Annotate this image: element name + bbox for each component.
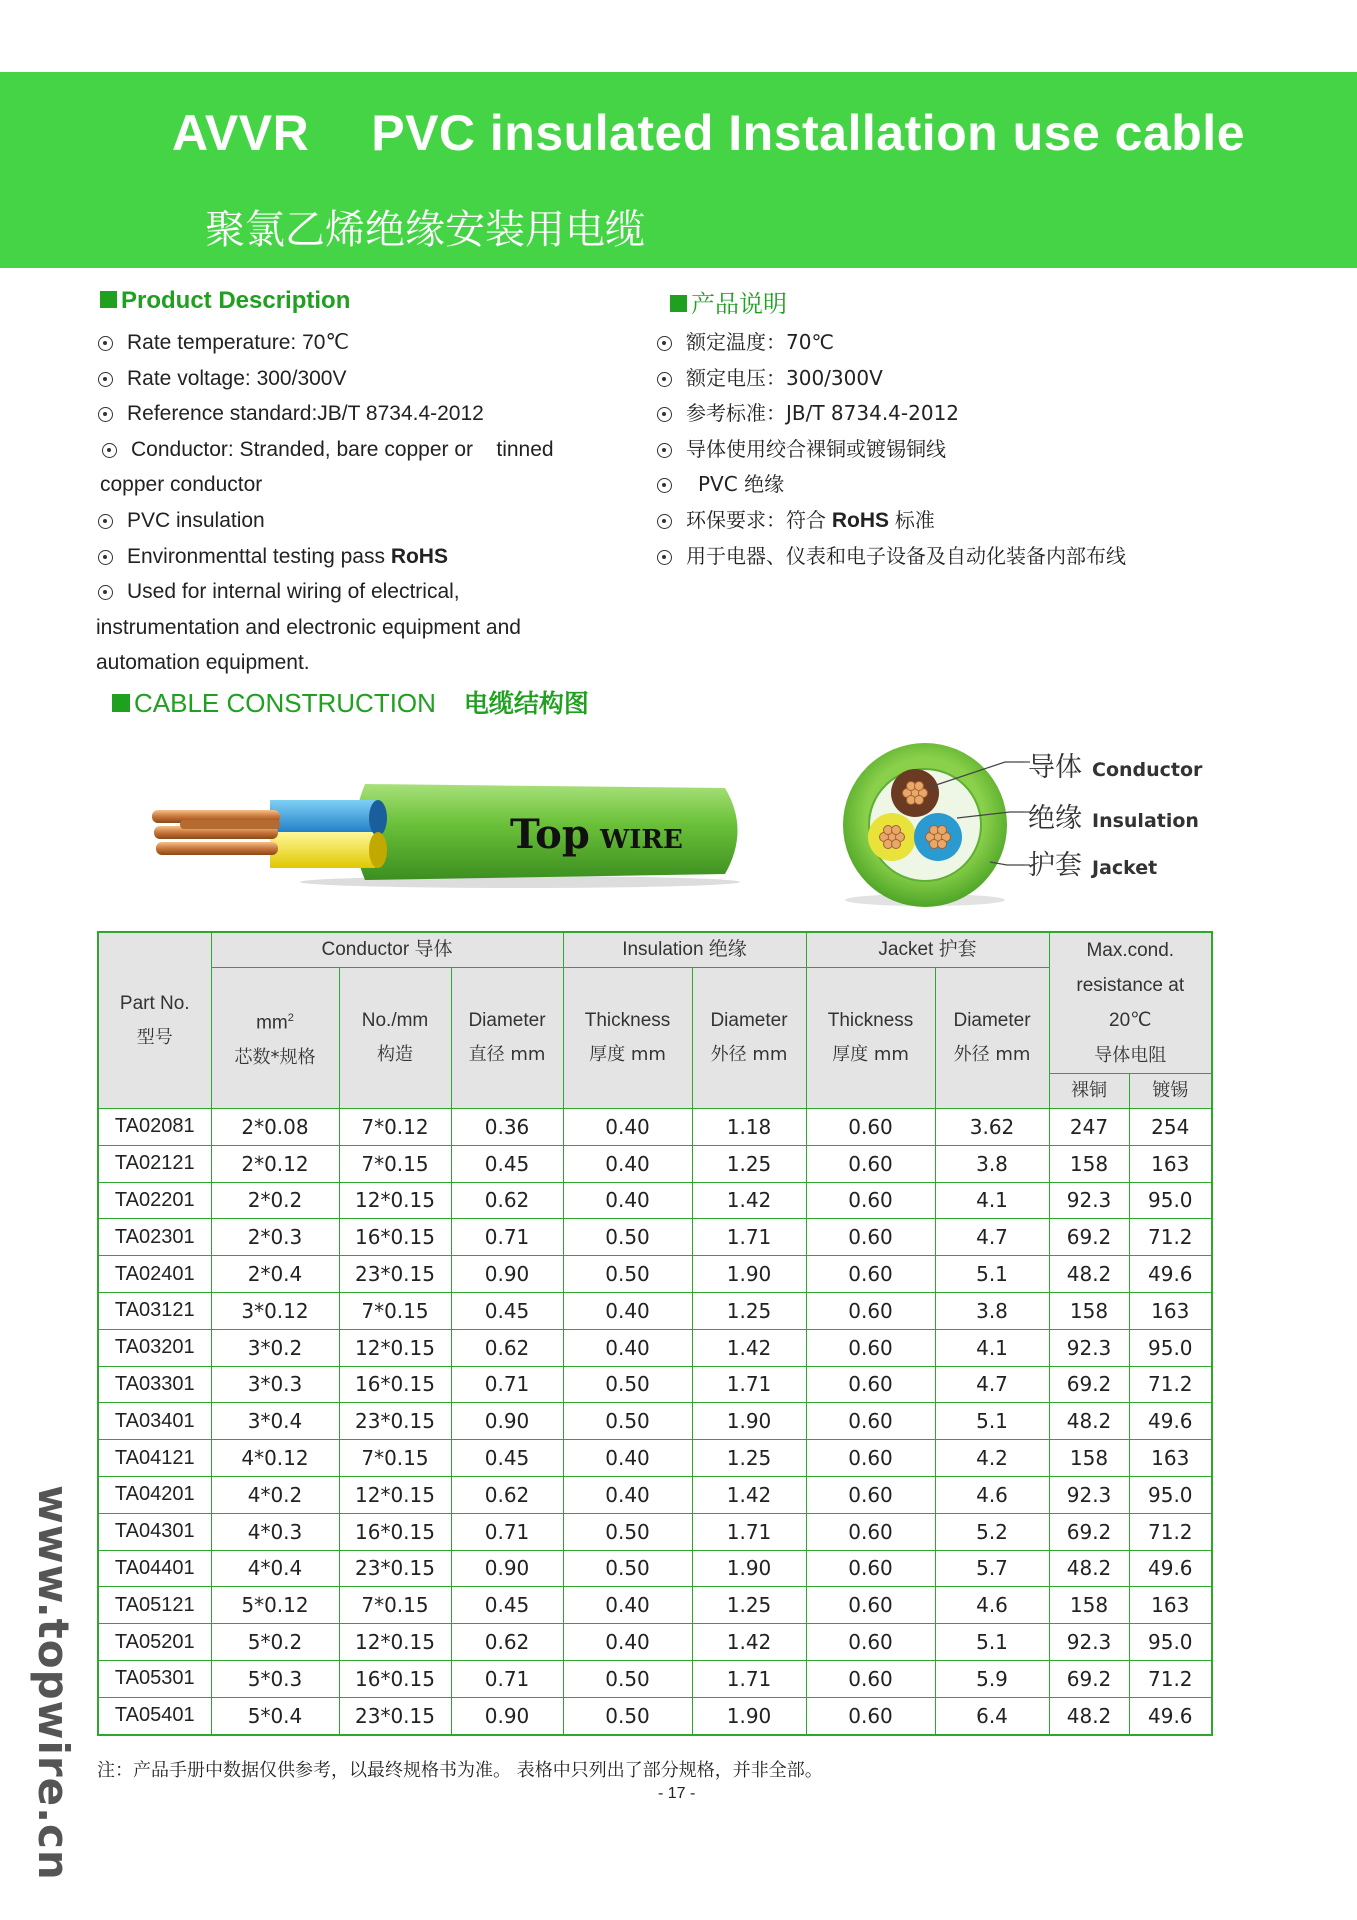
part-number-cell: TA02401 bbox=[98, 1256, 211, 1293]
table-cell: 0.40 bbox=[563, 1624, 692, 1661]
table-cell: 3.62 bbox=[935, 1109, 1049, 1146]
part-number-cell: TA04121 bbox=[98, 1440, 211, 1477]
table-cell: 5*0.4 bbox=[211, 1697, 339, 1734]
table-cell: 2*0.4 bbox=[211, 1256, 339, 1293]
table-cell: 4*0.3 bbox=[211, 1513, 339, 1550]
desc-item: Used for internal wiring of electrical, bbox=[98, 574, 554, 610]
table-row bbox=[98, 1109, 1212, 1146]
desc-item: 导体使用绞合裸铜或镀锡铜线 bbox=[657, 432, 1126, 468]
table-row bbox=[98, 1145, 1212, 1182]
table-cell: 1.71 bbox=[692, 1219, 806, 1256]
square-bullet-icon bbox=[670, 295, 687, 312]
table-cell: 48.2 bbox=[1049, 1550, 1129, 1587]
table-cell: 95.0 bbox=[1129, 1624, 1212, 1661]
table-cell: 0.50 bbox=[563, 1366, 692, 1403]
product-code: AVVR bbox=[172, 105, 310, 161]
square-bullet-icon bbox=[112, 694, 130, 712]
circle-bullet-icon bbox=[657, 514, 672, 529]
table-cell: 247 bbox=[1049, 1109, 1129, 1146]
circle-bullet-icon bbox=[98, 514, 113, 529]
table-cell: 5.2 bbox=[935, 1513, 1049, 1550]
table-row bbox=[98, 1587, 1212, 1624]
table-cell: 0.60 bbox=[806, 1624, 935, 1661]
col-conductor-diameter: Diameter 直径 mm bbox=[451, 968, 563, 1109]
table-cell: 71.2 bbox=[1129, 1660, 1212, 1697]
table-cell: 0.45 bbox=[451, 1587, 563, 1624]
table-cell: 0.71 bbox=[451, 1513, 563, 1550]
table-cell: 163 bbox=[1129, 1145, 1212, 1182]
table-cell: 12*0.15 bbox=[339, 1476, 451, 1513]
part-number-cell: TA04401 bbox=[98, 1550, 211, 1587]
part-number-cell: TA04301 bbox=[98, 1513, 211, 1550]
table-cell: 1.90 bbox=[692, 1403, 806, 1440]
circle-bullet-icon bbox=[657, 443, 672, 458]
col-group-max-resistance: Max.cond. resistance at 20℃ 导体电阻 bbox=[1049, 932, 1212, 1074]
table-row bbox=[98, 1182, 1212, 1219]
table-cell: 163 bbox=[1129, 1292, 1212, 1329]
product-description-cn-heading: 产品说明 bbox=[670, 284, 787, 319]
table-cell: 16*0.15 bbox=[339, 1366, 451, 1403]
product-description-en bbox=[98, 325, 554, 681]
table-cell: 6.4 bbox=[935, 1697, 1049, 1734]
desc-item: 用于电器、仪表和电子设备及自动化装备内部布线 bbox=[657, 539, 1126, 575]
table-cell: 4.7 bbox=[935, 1366, 1049, 1403]
spec-table-body bbox=[98, 1109, 1212, 1735]
table-cell: 0.50 bbox=[563, 1219, 692, 1256]
table-row bbox=[98, 1256, 1212, 1293]
rohs-label: RoHS bbox=[390, 544, 448, 568]
table-cell: 1.90 bbox=[692, 1697, 806, 1734]
table-cell: 16*0.15 bbox=[339, 1219, 451, 1256]
table-cell: 2*0.12 bbox=[211, 1145, 339, 1182]
table-cell: 163 bbox=[1129, 1440, 1212, 1477]
table-cell: 163 bbox=[1129, 1587, 1212, 1624]
table-cell: 5.1 bbox=[935, 1624, 1049, 1661]
part-number-cell: TA02301 bbox=[98, 1219, 211, 1256]
table-cell: 2*0.08 bbox=[211, 1109, 339, 1146]
col-group-conductor: Conductor 导体 bbox=[211, 932, 563, 968]
table-cell: 0.60 bbox=[806, 1219, 935, 1256]
desc-item: Rate voltage: 300/300V bbox=[98, 361, 554, 397]
table-cell: 0.45 bbox=[451, 1145, 563, 1182]
table-row bbox=[98, 1697, 1212, 1734]
circle-bullet-icon bbox=[98, 585, 113, 600]
table-cell: 0.60 bbox=[806, 1660, 935, 1697]
table-cell: 7*0.15 bbox=[339, 1145, 451, 1182]
part-number-cell: TA04201 bbox=[98, 1476, 211, 1513]
table-cell: 0.90 bbox=[451, 1550, 563, 1587]
desc-item: Reference standard:JB/T 8734.4-2012 bbox=[98, 396, 554, 432]
table-row bbox=[98, 1292, 1212, 1329]
table-cell: 0.60 bbox=[806, 1440, 935, 1477]
table-cell: 4*0.2 bbox=[211, 1476, 339, 1513]
table-cell: 0.90 bbox=[451, 1697, 563, 1734]
table-cell: 69.2 bbox=[1049, 1366, 1129, 1403]
table-cell: 95.0 bbox=[1129, 1476, 1212, 1513]
desc-item: Conductor: Stranded, bare copper or tinned bbox=[98, 432, 554, 468]
table-cell: 49.6 bbox=[1129, 1550, 1212, 1587]
desc-item: 参考标准：JB/T 8734.4-2012 bbox=[657, 396, 1126, 432]
table-cell: 69.2 bbox=[1049, 1219, 1129, 1256]
table-cell: 1.42 bbox=[692, 1329, 806, 1366]
table-cell: 69.2 bbox=[1049, 1660, 1129, 1697]
desc-item: Rate temperature: 70℃ bbox=[98, 325, 554, 361]
table-cell: 49.6 bbox=[1129, 1697, 1212, 1734]
table-cell: 0.62 bbox=[451, 1329, 563, 1366]
table-row bbox=[98, 1440, 1212, 1477]
col-bare-copper: 裸铜 bbox=[1049, 1074, 1129, 1109]
table-cell: 0.40 bbox=[563, 1587, 692, 1624]
table-cell: 49.6 bbox=[1129, 1403, 1212, 1440]
table-cell: 3*0.4 bbox=[211, 1403, 339, 1440]
table-cell: 0.60 bbox=[806, 1256, 935, 1293]
table-cell: 0.90 bbox=[451, 1403, 563, 1440]
col-jacket-diameter: Diameter 外径 mm bbox=[935, 968, 1049, 1109]
table-cell: 0.60 bbox=[806, 1550, 935, 1587]
cable-cross-section bbox=[825, 740, 1025, 910]
desc-item: 环保要求：符合 RoHS 标准 bbox=[657, 503, 1126, 539]
table-cell: 7*0.15 bbox=[339, 1587, 451, 1624]
table-cell: 69.2 bbox=[1049, 1513, 1129, 1550]
table-row bbox=[98, 1403, 1212, 1440]
table-cell: 0.40 bbox=[563, 1440, 692, 1477]
table-cell: 0.60 bbox=[806, 1403, 935, 1440]
table-cell: 0.60 bbox=[806, 1182, 935, 1219]
col-mm2: $mm^2$ 芯数*规格 bbox=[211, 968, 339, 1109]
table-cell: 5.9 bbox=[935, 1660, 1049, 1697]
desc-item-cont: automation equipment. bbox=[96, 651, 310, 675]
table-cell: 254 bbox=[1129, 1109, 1212, 1146]
table-cell: 0.90 bbox=[451, 1256, 563, 1293]
col-group-jacket: Jacket 护套 bbox=[806, 932, 1049, 968]
part-number-cell: TA05201 bbox=[98, 1624, 211, 1661]
square-bullet-icon bbox=[100, 291, 117, 308]
table-row bbox=[98, 1476, 1212, 1513]
page-subtitle-cn: 聚氯乙烯绝缘安装用电缆 bbox=[205, 207, 645, 253]
col-insulation-diameter: Diameter 外径 mm bbox=[692, 968, 806, 1109]
table-cell: 0.60 bbox=[806, 1513, 935, 1550]
part-number-cell: TA03201 bbox=[98, 1329, 211, 1366]
cable-construction-heading: CABLE CONSTRUCTION 电缆结构图 bbox=[112, 684, 589, 720]
circle-bullet-icon bbox=[657, 407, 672, 422]
table-cell: 2*0.2 bbox=[211, 1182, 339, 1219]
table-cell: 1.42 bbox=[692, 1624, 806, 1661]
desc-item: 额定温度：70℃ bbox=[657, 325, 1126, 361]
table-cell: 92.3 bbox=[1049, 1476, 1129, 1513]
table-cell: 4*0.4 bbox=[211, 1550, 339, 1587]
table-cell: 1.90 bbox=[692, 1550, 806, 1587]
table-cell: 0.60 bbox=[806, 1587, 935, 1624]
table-cell: 0.62 bbox=[451, 1624, 563, 1661]
table-cell: 0.45 bbox=[451, 1440, 563, 1477]
table-cell: 5*0.12 bbox=[211, 1587, 339, 1624]
table-cell: 16*0.15 bbox=[339, 1513, 451, 1550]
table-row bbox=[98, 1513, 1212, 1550]
table-cell: 1.25 bbox=[692, 1145, 806, 1182]
part-number-cell: TA02081 bbox=[98, 1109, 211, 1146]
table-cell: 4.1 bbox=[935, 1329, 1049, 1366]
table-cell: 0.60 bbox=[806, 1292, 935, 1329]
table-cell: 0.71 bbox=[451, 1366, 563, 1403]
part-number-cell: TA02201 bbox=[98, 1182, 211, 1219]
title-banner bbox=[0, 72, 1357, 268]
table-cell: 5.1 bbox=[935, 1256, 1049, 1293]
circle-bullet-icon bbox=[657, 336, 672, 351]
table-cell: 158 bbox=[1049, 1145, 1129, 1182]
table-cell: 7*0.12 bbox=[339, 1109, 451, 1146]
table-cell: 0.40 bbox=[563, 1145, 692, 1182]
table-cell: 1.18 bbox=[692, 1109, 806, 1146]
circle-bullet-icon bbox=[98, 372, 113, 387]
table-cell: 4.7 bbox=[935, 1219, 1049, 1256]
table-cell: 0.40 bbox=[563, 1292, 692, 1329]
table-cell: 0.60 bbox=[806, 1145, 935, 1182]
table-cell: 92.3 bbox=[1049, 1624, 1129, 1661]
table-cell: 95.0 bbox=[1129, 1329, 1212, 1366]
table-cell: 1.25 bbox=[692, 1440, 806, 1477]
table-cell: 0.40 bbox=[563, 1329, 692, 1366]
table-cell: 0.60 bbox=[806, 1109, 935, 1146]
table-cell: 0.60 bbox=[806, 1697, 935, 1734]
circle-bullet-icon bbox=[98, 336, 113, 351]
desc-item-cont: copper conductor bbox=[100, 473, 263, 497]
part-number-cell: TA03401 bbox=[98, 1403, 211, 1440]
table-cell: 4*0.12 bbox=[211, 1440, 339, 1477]
table-cell: 48.2 bbox=[1049, 1403, 1129, 1440]
col-group-insulation: Insulation 绝缘 bbox=[563, 932, 806, 968]
cable-blue-core bbox=[270, 800, 383, 836]
table-cell: 1.71 bbox=[692, 1366, 806, 1403]
table-cell: 1.25 bbox=[692, 1292, 806, 1329]
col-insulation-thickness: Thickness 厚度 mm bbox=[563, 968, 692, 1109]
circle-bullet-icon bbox=[657, 478, 672, 493]
cable-yellow-core bbox=[270, 832, 383, 868]
table-cell: 158 bbox=[1049, 1587, 1129, 1624]
table-cell: 5*0.3 bbox=[211, 1660, 339, 1697]
table-cell: 1.90 bbox=[692, 1256, 806, 1293]
table-cell: 71.2 bbox=[1129, 1513, 1212, 1550]
table-cell: 23*0.15 bbox=[339, 1403, 451, 1440]
table-row bbox=[98, 1366, 1212, 1403]
table-cell: 49.6 bbox=[1129, 1256, 1212, 1293]
col-no-mm: No./mm 构造 bbox=[339, 968, 451, 1109]
part-number-cell: TA03301 bbox=[98, 1366, 211, 1403]
table-cell: 0.50 bbox=[563, 1403, 692, 1440]
table-cell: 92.3 bbox=[1049, 1329, 1129, 1366]
table-cell: 48.2 bbox=[1049, 1697, 1129, 1734]
part-number-cell: TA05121 bbox=[98, 1587, 211, 1624]
table-cell: 5*0.2 bbox=[211, 1624, 339, 1661]
circle-bullet-icon bbox=[98, 407, 113, 422]
table-cell: 1.71 bbox=[692, 1660, 806, 1697]
table-cell: 1.42 bbox=[692, 1182, 806, 1219]
label-conductor: 导体 Conductor bbox=[1028, 752, 1203, 783]
cable-side-illustration bbox=[150, 770, 750, 890]
table-cell: 0.40 bbox=[563, 1109, 692, 1146]
website-watermark: www.topwire.cn bbox=[29, 1485, 78, 1881]
table-cell: 0.40 bbox=[563, 1182, 692, 1219]
table-cell: 158 bbox=[1049, 1440, 1129, 1477]
desc-item: Environmenttal testing pass RoHS bbox=[98, 539, 554, 575]
table-cell: 0.71 bbox=[451, 1660, 563, 1697]
table-row bbox=[98, 1660, 1212, 1697]
table-cell: 0.60 bbox=[806, 1476, 935, 1513]
table-cell: 16*0.15 bbox=[339, 1660, 451, 1697]
table-row bbox=[98, 1219, 1212, 1256]
brand-logo: Top bbox=[510, 811, 590, 858]
table-cell: 71.2 bbox=[1129, 1366, 1212, 1403]
svg-text:WIRE: WIRE bbox=[600, 825, 683, 855]
table-cell: 0.50 bbox=[563, 1256, 692, 1293]
part-number-cell: TA05301 bbox=[98, 1660, 211, 1697]
part-number-cell: TA05401 bbox=[98, 1697, 211, 1734]
table-cell: 12*0.15 bbox=[339, 1624, 451, 1661]
table-cell: 1.25 bbox=[692, 1587, 806, 1624]
desc-item-cont: instrumentation and electronic equipment and bbox=[96, 615, 521, 639]
table-cell: 95.0 bbox=[1129, 1182, 1212, 1219]
desc-item: PVC insulation bbox=[98, 503, 554, 539]
spec-table bbox=[97, 931, 1213, 1736]
page-title bbox=[172, 104, 1245, 162]
part-number-cell: TA03121 bbox=[98, 1292, 211, 1329]
table-cell: 0.45 bbox=[451, 1292, 563, 1329]
label-jacket: 护套 Jacket bbox=[1028, 850, 1158, 881]
table-cell: 4.6 bbox=[935, 1476, 1049, 1513]
table-cell: 7*0.15 bbox=[339, 1440, 451, 1477]
table-row bbox=[98, 1329, 1212, 1366]
col-tinned-copper: 镀锡 bbox=[1129, 1074, 1212, 1109]
table-cell: 0.60 bbox=[806, 1329, 935, 1366]
table-cell: 23*0.15 bbox=[339, 1550, 451, 1587]
table-cell: 1.71 bbox=[692, 1513, 806, 1550]
table-cell: 23*0.15 bbox=[339, 1256, 451, 1293]
table-cell: 0.40 bbox=[563, 1476, 692, 1513]
table-cell: 0.50 bbox=[563, 1660, 692, 1697]
table-cell: 2*0.3 bbox=[211, 1219, 339, 1256]
table-cell: 0.50 bbox=[563, 1697, 692, 1734]
col-part-no: Part No. 型号 bbox=[98, 932, 211, 1109]
table-cell: 12*0.15 bbox=[339, 1182, 451, 1219]
table-cell: 3.8 bbox=[935, 1292, 1049, 1329]
table-cell: 0.62 bbox=[451, 1182, 563, 1219]
table-cell: 0.50 bbox=[563, 1550, 692, 1587]
product-title: PVC insulated Installation use cable bbox=[371, 105, 1246, 161]
table-cell: 158 bbox=[1049, 1292, 1129, 1329]
product-description-heading: Product Description bbox=[100, 287, 350, 315]
table-cell: 4.6 bbox=[935, 1587, 1049, 1624]
table-cell: 0.71 bbox=[451, 1219, 563, 1256]
table-cell: 0.62 bbox=[451, 1476, 563, 1513]
table-row bbox=[98, 1624, 1212, 1661]
table-cell: 4.2 bbox=[935, 1440, 1049, 1477]
circle-bullet-icon bbox=[102, 443, 117, 458]
copper-strands bbox=[152, 810, 280, 855]
table-cell: 3*0.12 bbox=[211, 1292, 339, 1329]
table-cell: 3*0.2 bbox=[211, 1329, 339, 1366]
table-cell: 0.36 bbox=[451, 1109, 563, 1146]
table-cell: 0.60 bbox=[806, 1366, 935, 1403]
table-cell: 71.2 bbox=[1129, 1219, 1212, 1256]
footnote: 注：产品手册中数据仅供参考，以最终规格书为准。 表格中只列出了部分规格，并非全部。 bbox=[97, 1760, 823, 1781]
table-cell: 5.7 bbox=[935, 1550, 1049, 1587]
circle-bullet-icon bbox=[657, 372, 672, 387]
table-cell: 7*0.15 bbox=[339, 1292, 451, 1329]
table-cell: 23*0.15 bbox=[339, 1697, 451, 1734]
table-cell: 48.2 bbox=[1049, 1256, 1129, 1293]
col-jacket-thickness: Thickness 厚度 mm bbox=[806, 968, 935, 1109]
table-row bbox=[98, 1550, 1212, 1587]
table-cell: 12*0.15 bbox=[339, 1329, 451, 1366]
table-cell: 92.3 bbox=[1049, 1182, 1129, 1219]
table-cell: 5.1 bbox=[935, 1403, 1049, 1440]
table-cell: 3.8 bbox=[935, 1145, 1049, 1182]
rohs-label: RoHS bbox=[831, 508, 890, 532]
product-description-cn bbox=[657, 325, 1126, 574]
table-cell: 4.1 bbox=[935, 1182, 1049, 1219]
table-cell: 0.50 bbox=[563, 1513, 692, 1550]
desc-item: 额定电压：300/300V bbox=[657, 361, 1126, 397]
circle-bullet-icon bbox=[657, 550, 672, 565]
label-insulation: 绝缘 Insulation bbox=[1028, 803, 1199, 834]
part-number-cell: TA02121 bbox=[98, 1145, 211, 1182]
table-cell: 1.42 bbox=[692, 1476, 806, 1513]
circle-bullet-icon bbox=[98, 550, 113, 565]
desc-item: PVC 绝缘 bbox=[657, 467, 1126, 503]
table-cell: 3*0.3 bbox=[211, 1366, 339, 1403]
page-number: - 17 - bbox=[658, 1785, 696, 1802]
